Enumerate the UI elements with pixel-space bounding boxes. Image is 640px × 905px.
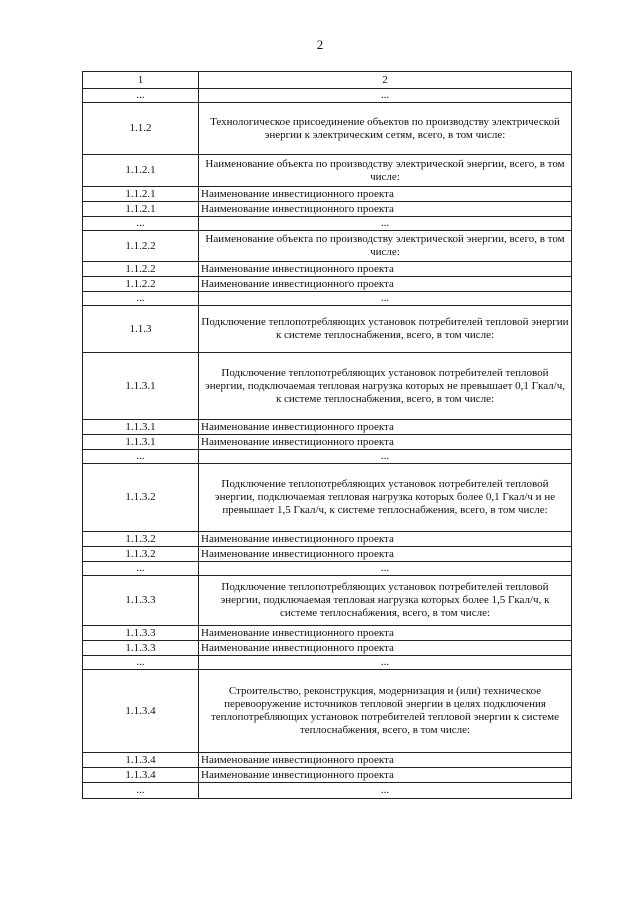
row-text: Строительство, реконструкция, модернизация и (или) техническое перевооружение источников тепловой энергии в целях подключения теплопотребляющих установок потребителей тепловой энергии к системе теплоснабжения, всего, в том числе: — [199, 670, 572, 753]
row-text: Технологическое присоединение объектов по производству электрической энергии к электрическим сетям, всего, в том числе: — [199, 103, 572, 155]
row-text: Наименование инвестиционного проекта — [199, 187, 572, 202]
row-text: Наименование объекта по производству электрической энергии, всего, в том числе: — [199, 155, 572, 187]
table-row — [83, 626, 572, 641]
table-row — [83, 641, 572, 656]
table-row — [83, 89, 572, 103]
row-text: ... — [199, 217, 572, 231]
row-text: ... — [199, 450, 572, 464]
row-text: ... — [199, 783, 572, 799]
row-code: ... — [83, 783, 199, 799]
table-row — [83, 103, 572, 155]
row-text: Наименование инвестиционного проекта — [199, 768, 572, 783]
page-number: 2 — [316, 37, 324, 52]
table-row — [83, 576, 572, 626]
row-code: 1.1.2.2 — [83, 231, 199, 262]
table-row — [83, 292, 572, 306]
row-text: ... — [199, 656, 572, 670]
table-row — [83, 277, 572, 292]
row-text: Наименование инвестиционного проекта — [199, 420, 572, 435]
row-text: Подключение теплопотребляющих установок потребителей тепловой энергии, подключаемая тепловая нагрузка которых более 0,1 Гкал/ч и не превышает 1,5 Гкал/ч, к системе теплоснабжения, всего, в том числе: — [199, 464, 572, 532]
table-row — [83, 155, 572, 187]
row-code: 1.1.3.4 — [83, 768, 199, 783]
row-code: 1.1.3.1 — [83, 435, 199, 450]
table-row — [83, 353, 572, 420]
row-text: Подключение теплопотребляющих установок потребителей тепловой энергии, подключаемая тепловая нагрузка которых не превышает 0,1 Гкал/ч, к системе теплоснабжения, всего, в том числе: — [199, 353, 572, 420]
row-code: 1.1.2.1 — [83, 155, 199, 187]
table-row — [83, 231, 572, 262]
table-row — [83, 547, 572, 562]
table-row — [83, 768, 572, 783]
table-row — [83, 464, 572, 532]
row-code: 1.1.2.2 — [83, 262, 199, 277]
table-row — [83, 262, 572, 277]
row-text: Наименование инвестиционного проекта — [199, 532, 572, 547]
row-text: Подключение теплопотребляющих установок потребителей тепловой энергии, подключаемая тепловая нагрузка которых более 1,5 Гкал/ч, к системе теплоснабжения, всего, в том числе: — [199, 576, 572, 626]
row-text: ... — [199, 562, 572, 576]
row-code: ... — [83, 89, 199, 103]
row-code: 1.1.3.4 — [83, 670, 199, 753]
row-text: Наименование инвестиционного проекта — [199, 626, 572, 641]
row-code: ... — [83, 292, 199, 306]
row-code: 1.1.3.3 — [83, 641, 199, 656]
table-row — [83, 435, 572, 450]
row-text: ... — [199, 89, 572, 103]
row-text: Наименование инвестиционного проекта — [199, 262, 572, 277]
document-table — [82, 71, 572, 799]
row-code: 1.1.3.2 — [83, 532, 199, 547]
row-code: ... — [83, 562, 199, 576]
row-code: 1.1.3.1 — [83, 420, 199, 435]
table-header-row — [83, 72, 572, 89]
table-row — [83, 202, 572, 217]
table-row — [83, 217, 572, 231]
header-column-1: 1 — [83, 72, 199, 89]
row-text: Наименование инвестиционного проекта — [199, 547, 572, 562]
row-code: 1.1.3.2 — [83, 464, 199, 532]
row-code: 1.1.3.4 — [83, 753, 199, 768]
table-row — [83, 187, 572, 202]
row-code: 1.1.3.3 — [83, 626, 199, 641]
row-code: 1.1.2 — [83, 103, 199, 155]
row-code: 1.1.3 — [83, 306, 199, 353]
row-text: Наименование объекта по производству электрической энергии, всего, в том числе: — [199, 231, 572, 262]
table-row — [83, 562, 572, 576]
table-row — [83, 670, 572, 753]
row-code: 1.1.2.2 — [83, 277, 199, 292]
row-text: Наименование инвестиционного проекта — [199, 277, 572, 292]
table-row — [83, 450, 572, 464]
row-text: ... — [199, 292, 572, 306]
table-row — [83, 306, 572, 353]
row-code: 1.1.3.3 — [83, 576, 199, 626]
row-text: Наименование инвестиционного проекта — [199, 641, 572, 656]
row-code: 1.1.3.1 — [83, 353, 199, 420]
row-code: 1.1.2.1 — [83, 202, 199, 217]
table-row — [83, 656, 572, 670]
row-text: Подключение теплопотребляющих установок потребителей тепловой энергии к системе теплоснабжения, всего, в том числе: — [199, 306, 572, 353]
row-code: 1.1.3.2 — [83, 547, 199, 562]
table-row — [83, 420, 572, 435]
header-column-2: 2 — [199, 72, 572, 89]
row-text: Наименование инвестиционного проекта — [199, 753, 572, 768]
row-code: ... — [83, 450, 199, 464]
table-row — [83, 532, 572, 547]
row-text: Наименование инвестиционного проекта — [199, 202, 572, 217]
table-row — [83, 783, 572, 799]
row-text: Наименование инвестиционного проекта — [199, 435, 572, 450]
row-code: 1.1.2.1 — [83, 187, 199, 202]
table-row — [83, 753, 572, 768]
row-code: ... — [83, 656, 199, 670]
row-code: ... — [83, 217, 199, 231]
